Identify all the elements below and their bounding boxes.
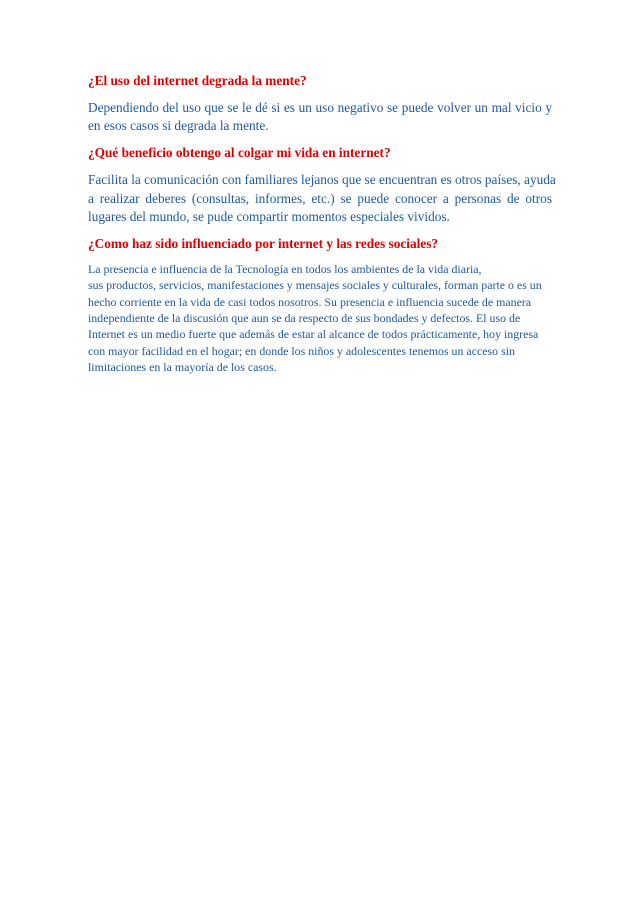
answer-line: hecho corriente en la vida de casi todos nosotros. Su presencia e influencia sucede de manera	[88, 294, 532, 309]
answer-line: a realizar deberes (consultas, informes, etc.) se puede conocer a personas de otros	[88, 190, 552, 206]
answer-line: limitaciones en la mayoría de los casos.	[88, 359, 277, 374]
answer-line: Internet es un medio fuerte que además de estar al alcance de todos prácticamente, hoy ingresa	[88, 327, 539, 342]
answer-paragraph	[88, 99, 552, 135]
question-heading: ¿Qué beneficio obtengo al colgar mi vida en internet?	[88, 145, 391, 161]
answer-line: La presencia e influencia de la Tecnología en todos los ambientes de la vida diaria,	[88, 262, 482, 277]
question-heading: ¿Como haz sido influenciado por internet y las redes sociales?	[88, 236, 439, 252]
answer-line: con mayor facilidad en el hogar; en donde los niños y adolescentes tenemos un acceso sin	[88, 343, 515, 358]
answer-line: lugares del mundo, se pude compartir momentos especiales vividos.	[88, 208, 450, 224]
answer-line: Dependiendo del uso que se le dé si es un uso negativo se puede volver un mal vicio y	[88, 100, 552, 115]
answer-paragraph	[88, 171, 556, 226]
document-body	[88, 72, 556, 375]
answer-line: Facilita la comunicación con familiares lejanos que se encuentran es otros países, ayuda	[88, 172, 556, 188]
answer-line: independiente de la discusión que aun se da respecto de sus bondades y defectos. El uso de	[88, 310, 521, 325]
answer-paragraph	[88, 261, 552, 375]
answer-line: en esos casos si degrada la mente.	[88, 118, 269, 134]
answer-line: sus productos, servicios, manifestaciones y mensajes sociales y culturales, forman parte o es un	[88, 278, 542, 293]
question-heading: ¿El uso del internet degrada la mente?	[88, 73, 307, 88]
